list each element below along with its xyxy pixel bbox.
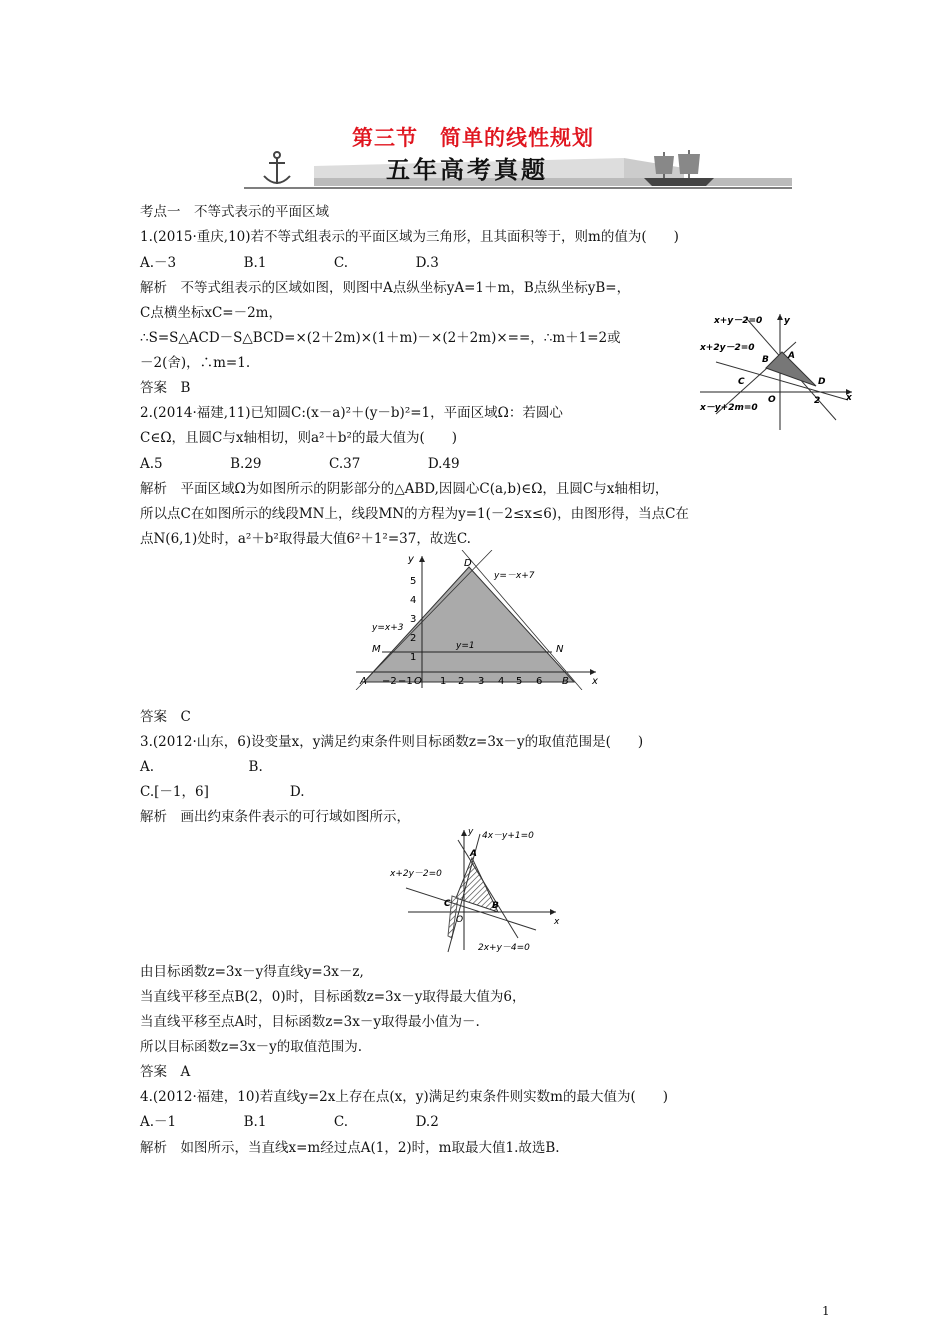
- line-label: y=x+3: [372, 623, 404, 633]
- line-label: x+y－2=0: [714, 316, 763, 326]
- q3-solution-line: 由目标函数z=3x－y得直线y=3x－z,: [140, 964, 364, 980]
- axis-label-x: x: [592, 676, 598, 687]
- axis-label-y: y: [408, 554, 414, 565]
- section-title: 第三节 简单的线性规划: [352, 126, 594, 150]
- point-label: B: [492, 901, 499, 911]
- figure-3-graph: [386, 826, 576, 954]
- y-tick-label: 3: [410, 614, 417, 625]
- point-label: D: [818, 377, 826, 387]
- q1-solution-line: C点横坐标xC=－2m，: [140, 305, 282, 321]
- x-tick-label: 6: [536, 676, 543, 687]
- question-2: 2.(2014·福建,11)已知圆C:(x－a)²＋(y－b)²=1，平面区域Ω：若圆心: [140, 405, 563, 421]
- point-label: N: [556, 644, 564, 655]
- line-label: x－y+2m=0: [700, 403, 758, 413]
- q3-solution-line: 当直线平移至点A时，目标函数z=3x－y取得最小值为－.: [140, 1014, 480, 1030]
- point-label: C: [444, 899, 451, 909]
- question-2-options: A.5 B.29 C.37 D.49: [140, 456, 460, 472]
- figure-2-graph: [352, 550, 602, 690]
- y-tick-label: 4: [410, 595, 417, 606]
- x-tick-label: 4: [498, 676, 505, 687]
- tick-label: 2: [814, 396, 821, 406]
- axis-label-y: y: [784, 316, 790, 326]
- q1-answer: 答案 B: [140, 380, 191, 396]
- q2-solution-line: 解析 平面区域Ω为如图所示的阴影部分的△ABD,因圆心C(a,b)∈Ω，且圆C与x轴相切，: [140, 481, 669, 497]
- line-label: y=1: [456, 641, 475, 651]
- x-tick-label: 2: [458, 676, 465, 687]
- point-label: A: [360, 676, 367, 687]
- anchor-icon: [264, 152, 290, 184]
- origin-label: O: [414, 676, 422, 687]
- q1-solution-line: 解析 不等式组表示的区域如图，则图中A点纵坐标yA=1＋m，B点纵坐标yB=，: [140, 280, 631, 296]
- x-tick-label: 3: [478, 676, 485, 687]
- q1-solution-line: －2(舍)，∴m=1.: [140, 355, 251, 371]
- q3-solution-line: 所以目标函数z=3x－y的取值范围为.: [140, 1039, 363, 1055]
- question-3-options: A. B.: [140, 759, 263, 775]
- x-tick-label: −1: [398, 676, 413, 687]
- question-1: 1.(2015·重庆,10)若不等式组表示的平面区域为三角形，且其面积等于，则m的值为( ): [140, 229, 679, 245]
- y-tick-label: 5: [410, 576, 417, 587]
- question-2-cont: C∈Ω，且圆C与x轴相切，则a²＋b²的最大值为( ): [140, 430, 458, 446]
- q2-solution-line: 所以点C在如图所示的线段MN上，线段MN的方程为y=1(－2≤x≤6)，由图形得，当点C在: [140, 506, 689, 522]
- y-tick-label: 1: [410, 652, 417, 663]
- q3-solution-line: 解析 画出约束条件表示的可行域如图所示，: [140, 809, 410, 825]
- y-tick-label: 2: [410, 633, 417, 644]
- question-1-options: A.－3 B.1 C. D.3: [140, 255, 439, 271]
- axis-label-x: x: [554, 917, 560, 927]
- axis-label-x: x: [846, 393, 852, 403]
- point-label: B: [762, 355, 769, 365]
- x-tick-label: 1: [440, 676, 447, 687]
- figure-1-graph: [696, 310, 856, 434]
- line-label: x+2y－2=0: [390, 869, 442, 879]
- page-number: 1: [822, 1304, 830, 1318]
- q4-solution-line: 解析 如图所示，当直线x=m经过点A(1，2)时，m取最大值1.故选B.: [140, 1140, 560, 1156]
- section-subtitle: 五年高考真题: [386, 156, 548, 184]
- q3-solution-line: 当直线平移至点B(2，0)时，目标函数z=3x－y取得最大值为6，: [140, 989, 526, 1005]
- origin-label: O: [456, 915, 464, 925]
- origin-label: O: [768, 395, 776, 405]
- question-3-options: C.[－1，6] D.: [140, 784, 305, 800]
- q2-answer: 答案 C: [140, 709, 191, 725]
- point-label: M: [372, 644, 381, 655]
- q1-solution-line: ∴S=S△ACD－S△BCD=×(2＋2m)×(1＋m)－×(2＋2m)×==，∴m＋1=2或: [140, 330, 621, 346]
- point-label: C: [738, 377, 745, 387]
- x-tick-label: 5: [516, 676, 523, 687]
- point-label: A: [470, 849, 477, 859]
- topic-heading: 考点一 不等式表示的平面区域: [140, 204, 329, 220]
- line-label: y=－x+7: [494, 571, 535, 581]
- point-label: D: [464, 558, 472, 569]
- point-label: A: [788, 351, 795, 361]
- x-tick-label: −2: [382, 676, 397, 687]
- line-label: x+2y－2=0: [700, 343, 755, 353]
- line-label: 2x+y－4=0: [478, 943, 530, 953]
- question-3: 3.(2012·山东，6)设变量x，y满足约束条件则目标函数z=3x－y的取值范围是( ): [140, 734, 644, 750]
- point-label: B: [562, 676, 569, 687]
- question-4: 4.(2012·福建，10)若直线y=2x上存在点(x，y)满足约束条件则实数m的最大值为( ): [140, 1089, 668, 1105]
- line-label: 4x－y+1=0: [482, 831, 534, 841]
- question-4-options: A.－1 B.1 C. D.2: [140, 1114, 439, 1130]
- axis-label-y: y: [468, 827, 474, 837]
- q3-answer: 答案 A: [140, 1064, 191, 1080]
- q2-solution-line: 点N(6,1)处时，a²＋b²取得最大值6²＋1²=37，故选C.: [140, 531, 471, 547]
